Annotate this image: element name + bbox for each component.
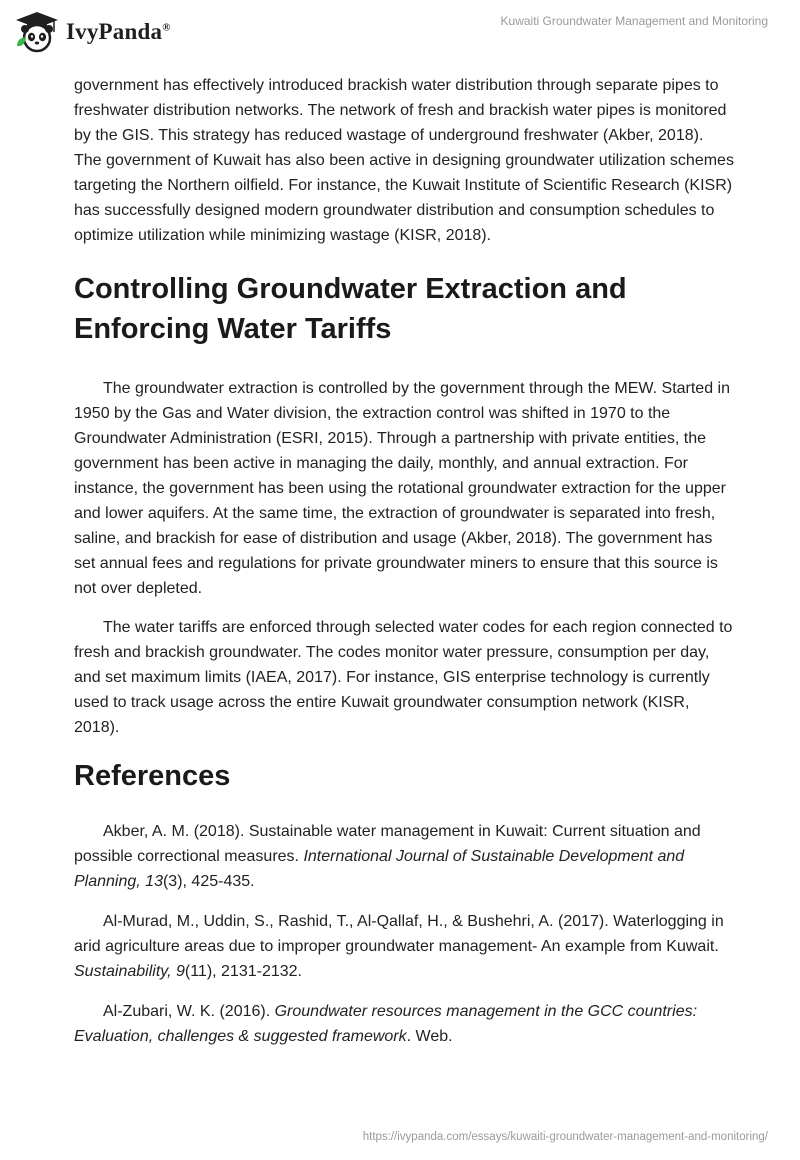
source-url-link[interactable]: https://ivypanda.com/essays/kuwaiti-groundwater-management-and-monitoring/: [362, 1131, 768, 1143]
panda-graduate-icon: [14, 10, 60, 54]
brand-name: IvyPanda®: [66, 19, 171, 44]
reference-item: Al-Zubari, W. K. (2016). Groundwater resources management in the GCC countries: Evaluation, challenges & suggested framework. Web.: [74, 1003, 698, 1045]
section-heading: Controlling Groundwater Extraction and Enforcing Water Tariffs: [74, 273, 627, 345]
paragraph-tariffs: The water tariffs are enforced through selected water codes for each region connected to fresh and brackish groundwater. The codes monitor water pressure, consumption per day, and set maximum limits (IAEA, 2017). For instance, GIS enterprise technology is currently used to track usage across the entire Kuwait groundwater consumption network (KISR, 2018).: [74, 619, 733, 736]
document-title: Kuwaiti Groundwater Management and Monitoring: [500, 14, 768, 28]
source-url[interactable]: [363, 1131, 768, 1143]
page-header: [0, 0, 800, 70]
references-heading: References: [74, 760, 231, 792]
reference-item: Akber, A. M. (2018). Sustainable water management in Kuwait: Current situation and possible correctional measures. International Journal of Sustainable Development and Planning, 13(3), 425-435.: [74, 823, 701, 890]
reference-item: Al-Murad, M., Uddin, S., Rashid, T., Al-Qallaf, H., & Bushehri, A. (2017). Waterlogging in arid agriculture areas due to improper groundwater management- An example from Kuwait. Sustainability, 9(11), 2131-2132.: [74, 913, 724, 980]
paragraph-extraction: The groundwater extraction is controlled by the government through the MEW. Started in 1950 by the Gas and Water division, the extraction control was shifted in 1970 to the Groundwater Administration (ESRI, 2015). Through a partnership with private entities, the government has been active in managing the daily, monthly, and annual extraction. For instance, the government has been using the rotational groundwater extraction for the upper and lower aquifers. At the same time, the extraction of groundwater is separated into fresh, saline, and brackish for ease of distribution and usage (Akber, 2018). The government has set annual fees and regulations for private groundwater miners to ensure that this source is not over depleted.: [74, 380, 730, 597]
ivypanda-logo[interactable]: [14, 10, 171, 54]
intro-paragraph: government has effectively introduced brackish water distribution through separate pipes to freshwater distribution networks. The network of fresh and brackish water pipes is monitored by the GIS. This strategy has reduced wastage of underground freshwater (Akber, 2018). The government of Kuwait has also been active in designing groundwater utilization schemes targeting the Northern oilfield. For instance, the Kuwait Institute of Scientific Research (KISR) has successfully designed modern groundwater distribution and consumption schedules to optimize utilization while minimizing wastage (KISR, 2018).: [74, 77, 734, 244]
essay-content: [74, 73, 734, 1049]
